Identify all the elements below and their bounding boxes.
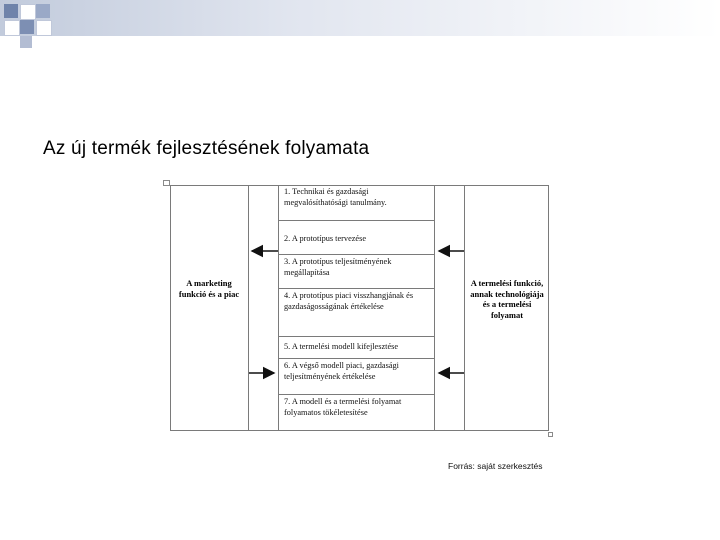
decor-square bbox=[36, 20, 52, 36]
process-step: 5. A termelési modell kifejlesztése bbox=[279, 337, 434, 359]
decor-square bbox=[20, 36, 32, 48]
process-step: 6. A végső modell piaci, gazdasági teljesítményének értékelése bbox=[279, 359, 434, 395]
decor-square bbox=[20, 4, 36, 20]
production-function-label: A termelési funkció, annak technológiája és a termelési folyamat bbox=[470, 278, 544, 320]
process-step: 2. A prototípus tervezése bbox=[279, 221, 434, 255]
decor-square bbox=[36, 4, 50, 18]
process-steps-column bbox=[278, 185, 435, 431]
resize-handle-top-left[interactable] bbox=[163, 180, 170, 186]
decor-square bbox=[20, 20, 34, 34]
source-note: Forrás: saját szerkesztés bbox=[448, 461, 543, 471]
process-step: 3. A prototípus teljesítményének megállapítása bbox=[279, 255, 434, 289]
process-step: 7. A modell és a termelési folyamat folyamatos tökéletesítése bbox=[284, 397, 402, 417]
left-column-divider bbox=[248, 185, 249, 431]
process-step: 1. Technikai és gazdasági megvalósíthatósági tanulmány. bbox=[279, 185, 434, 221]
process-step: 4. A prototípus piaci visszhangjának és gazdaságosságának értékelése bbox=[279, 289, 434, 337]
decor-square bbox=[4, 20, 20, 36]
header-band bbox=[0, 0, 720, 36]
marketing-function-label: A marketing funkció és a piac bbox=[178, 278, 240, 299]
resize-handle-bottom-right[interactable] bbox=[548, 432, 553, 437]
slide-title: Az új termék fejlesztésének folyamata bbox=[43, 138, 370, 159]
decor-square bbox=[4, 4, 18, 18]
right-column-divider bbox=[464, 185, 465, 431]
